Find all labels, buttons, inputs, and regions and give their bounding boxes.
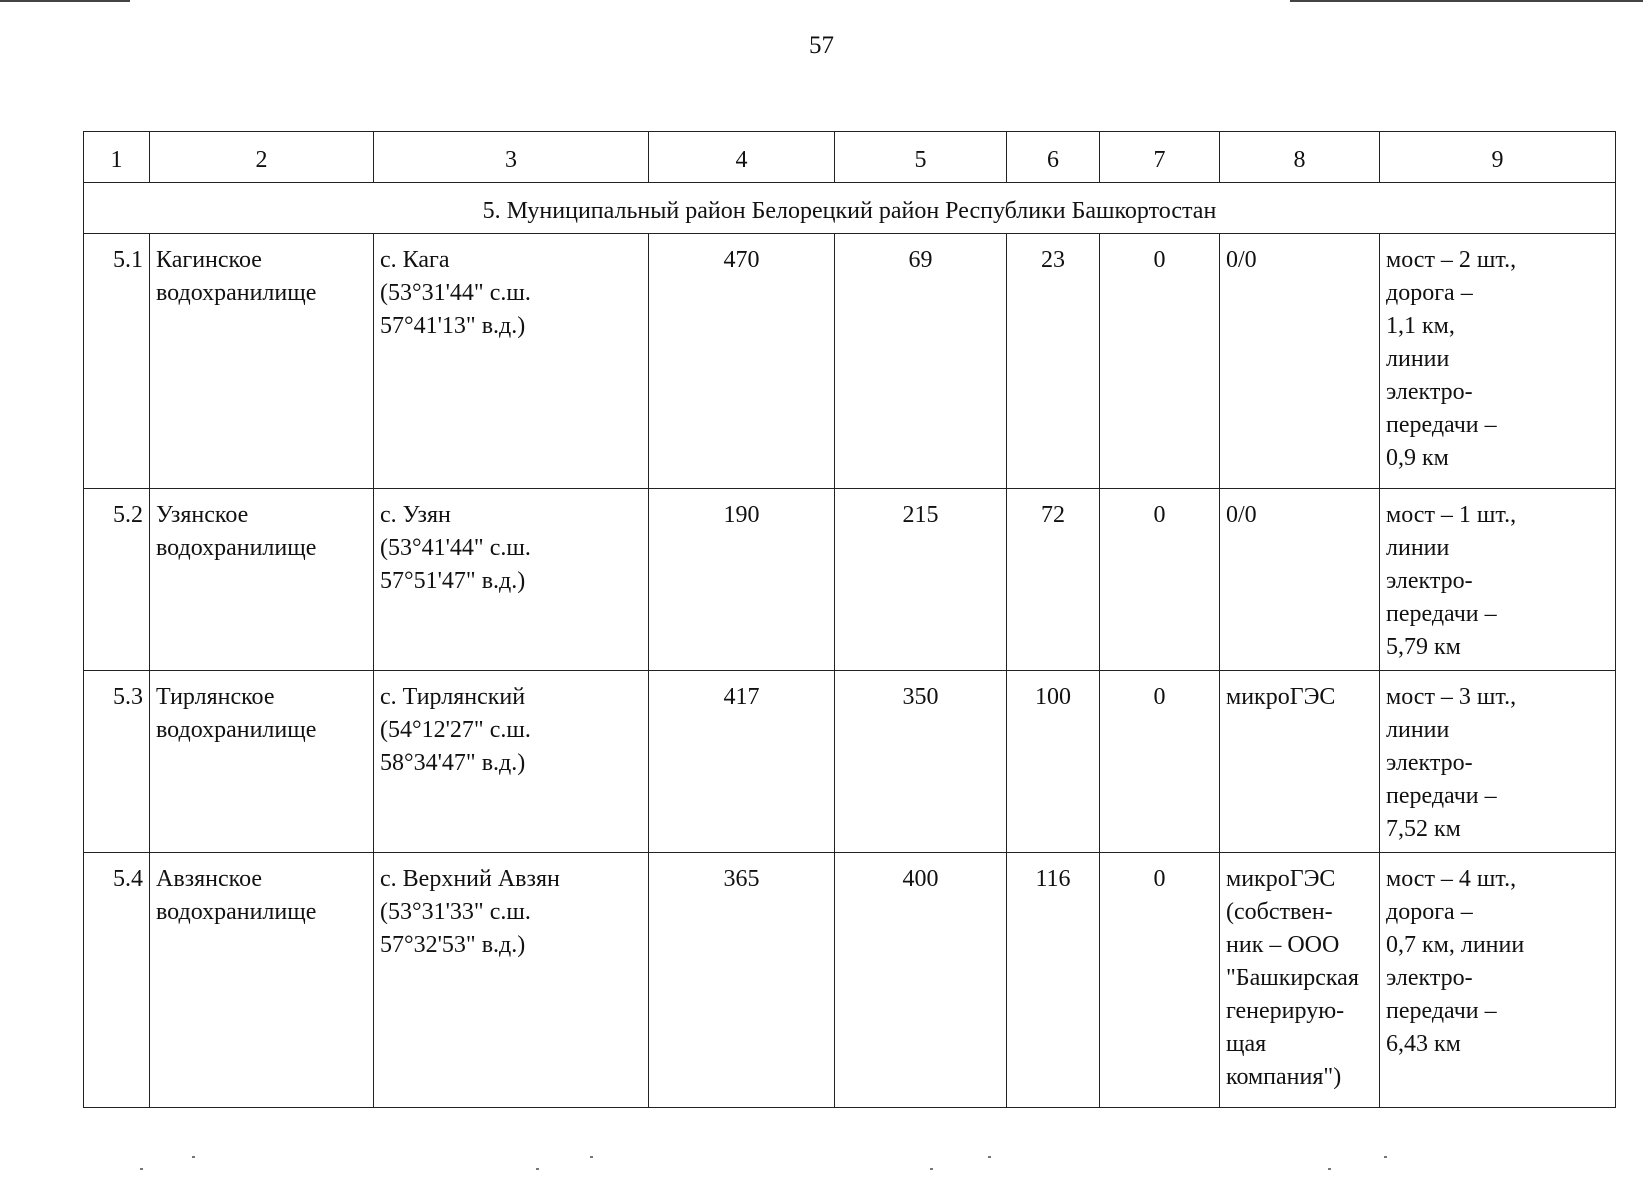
column-number-row <box>84 132 1616 183</box>
cell-text-line: "Башкирская <box>1226 965 1359 991</box>
column-9-cell <box>1380 489 1616 671</box>
column-7-cell: 0 <box>1100 489 1220 671</box>
cell-text-line: (54°12'27" с.ш. <box>380 717 531 743</box>
column-5-cell: 215 <box>835 489 1007 671</box>
cell-text-line: мост – 1 шт., <box>1386 502 1517 528</box>
cell-text-line: ник – ООО <box>1226 932 1340 958</box>
column-6-cell: 100 <box>1007 671 1100 853</box>
cell-text-line: линии <box>1386 717 1450 743</box>
cell-text-line: 57°51'47" в.д.) <box>380 568 526 594</box>
cell-text-line: Авзянское <box>156 866 263 892</box>
row-number-cell: 5.3 <box>84 671 150 853</box>
cell-text-line: линии <box>1386 535 1450 561</box>
cell-text-line: с. Узян <box>380 502 451 528</box>
cell-text-line: с. Верхний Авзян <box>380 866 560 892</box>
column-9-cell <box>1380 234 1616 489</box>
page-number: 57 <box>809 32 834 59</box>
cell-text-line: 0,9 км <box>1386 445 1449 471</box>
location-cell <box>374 671 649 853</box>
cell-text-line: Кагинское <box>156 247 262 273</box>
table-row <box>84 234 1616 489</box>
column-6-cell: 23 <box>1007 234 1100 489</box>
cell-text-line: электро- <box>1386 750 1473 776</box>
cell-text-line: водохранилище <box>156 535 317 561</box>
cell-text-line: (собствен- <box>1226 899 1333 925</box>
cell-text-line: мост – 3 шт., <box>1386 684 1517 710</box>
column-number-cell: 6 <box>1007 132 1100 183</box>
top-scan-rule-left <box>0 0 130 2</box>
cell-text-line: микроГЭС <box>1226 866 1336 892</box>
column-5-cell: 400 <box>835 853 1007 1108</box>
cell-text-line: передачи – <box>1386 998 1497 1024</box>
column-6-cell: 72 <box>1007 489 1100 671</box>
cell-text-line: передачи – <box>1386 601 1497 627</box>
location-cell <box>374 234 649 489</box>
reservoir-name-cell <box>150 671 374 853</box>
column-6-cell: 116 <box>1007 853 1100 1108</box>
column-number-cell: 5 <box>835 132 1007 183</box>
cell-text-line: (53°31'33" с.ш. <box>380 899 531 925</box>
column-number-cell: 2 <box>150 132 374 183</box>
cell-text-line: водохранилище <box>156 899 317 925</box>
row-number-cell: 5.4 <box>84 853 150 1108</box>
cell-text-line: с. Кага <box>380 247 450 273</box>
table-row <box>84 489 1616 671</box>
column-7-cell: 0 <box>1100 671 1220 853</box>
cell-text-line: электро- <box>1386 568 1473 594</box>
table-row <box>84 853 1616 1108</box>
cell-text-line: компания") <box>1226 1064 1342 1090</box>
cell-text-line: мост – 4 шт., <box>1386 866 1517 892</box>
cell-text-line: электро- <box>1386 965 1473 991</box>
cell-text-line: 57°32'53" в.д.) <box>380 932 526 958</box>
column-5-cell: 69 <box>835 234 1007 489</box>
reservoir-table <box>83 131 1616 1108</box>
column-8-cell <box>1220 234 1380 489</box>
column-8-cell <box>1220 489 1380 671</box>
column-number-cell: 1 <box>84 132 150 183</box>
cell-text-line: Тирлянское <box>156 684 275 710</box>
cell-text-line: 1,1 км, <box>1386 313 1455 339</box>
cell-text-line: (53°31'44" с.ш. <box>380 280 531 306</box>
cell-text-line: (53°41'44" с.ш. <box>380 535 531 561</box>
cell-text-line: электро- <box>1386 379 1473 405</box>
table-body <box>84 132 1616 1108</box>
column-4-cell: 365 <box>649 853 835 1108</box>
cell-text-line: дорога – <box>1386 280 1473 306</box>
column-8-cell <box>1220 853 1380 1108</box>
section-heading-row <box>84 183 1616 234</box>
row-number-cell: 5.1 <box>84 234 150 489</box>
cell-text-line: 58°34'47" в.д.) <box>380 750 526 776</box>
cell-text-line: щая <box>1226 1031 1267 1057</box>
cell-text-line: передачи – <box>1386 412 1497 438</box>
cell-text-line: 57°41'13" в.д.) <box>380 313 526 339</box>
cell-text-line: 0/0 <box>1226 502 1257 528</box>
column-9-cell <box>1380 853 1616 1108</box>
reservoir-name-cell <box>150 234 374 489</box>
column-number-cell: 4 <box>649 132 835 183</box>
cell-text-line: Узянское <box>156 502 249 528</box>
column-number-cell: 7 <box>1100 132 1220 183</box>
cell-text-line: микроГЭС <box>1226 684 1336 710</box>
location-cell <box>374 853 649 1108</box>
cell-text-line: мост – 2 шт., <box>1386 247 1517 273</box>
cell-text-line: водохранилище <box>156 280 317 306</box>
row-number-cell: 5.2 <box>84 489 150 671</box>
cell-text-line: 0,7 км, линии <box>1386 932 1525 958</box>
cell-text-line: генерирую- <box>1226 998 1345 1024</box>
table-row <box>84 671 1616 853</box>
reservoir-name-cell <box>150 853 374 1108</box>
top-scan-rule-right <box>1290 0 1643 2</box>
column-number-cell: 8 <box>1220 132 1380 183</box>
column-7-cell: 0 <box>1100 853 1220 1108</box>
column-number-cell: 3 <box>374 132 649 183</box>
column-5-cell: 350 <box>835 671 1007 853</box>
cell-text-line: дорога – <box>1386 899 1473 925</box>
column-number-cell: 9 <box>1380 132 1616 183</box>
cell-text-line: передачи – <box>1386 783 1497 809</box>
cell-text-line: с. Тирлянский <box>380 684 526 710</box>
section-heading: 5. Муниципальный район Белорецкий район Республики Башкортостан <box>84 183 1616 234</box>
column-4-cell: 417 <box>649 671 835 853</box>
column-7-cell: 0 <box>1100 234 1220 489</box>
scan-artifact-marks <box>0 1168 1643 1178</box>
cell-text-line: 0/0 <box>1226 247 1257 273</box>
cell-text-line: 6,43 км <box>1386 1031 1461 1057</box>
column-9-cell <box>1380 671 1616 853</box>
cell-text-line: линии <box>1386 346 1450 372</box>
column-4-cell: 470 <box>649 234 835 489</box>
location-cell <box>374 489 649 671</box>
column-8-cell <box>1220 671 1380 853</box>
cell-text-line: 7,52 км <box>1386 816 1461 842</box>
column-4-cell: 190 <box>649 489 835 671</box>
cell-text-line: 5,79 км <box>1386 634 1461 660</box>
cell-text-line: водохранилище <box>156 717 317 743</box>
reservoir-table-container <box>83 131 1615 1108</box>
reservoir-name-cell <box>150 489 374 671</box>
